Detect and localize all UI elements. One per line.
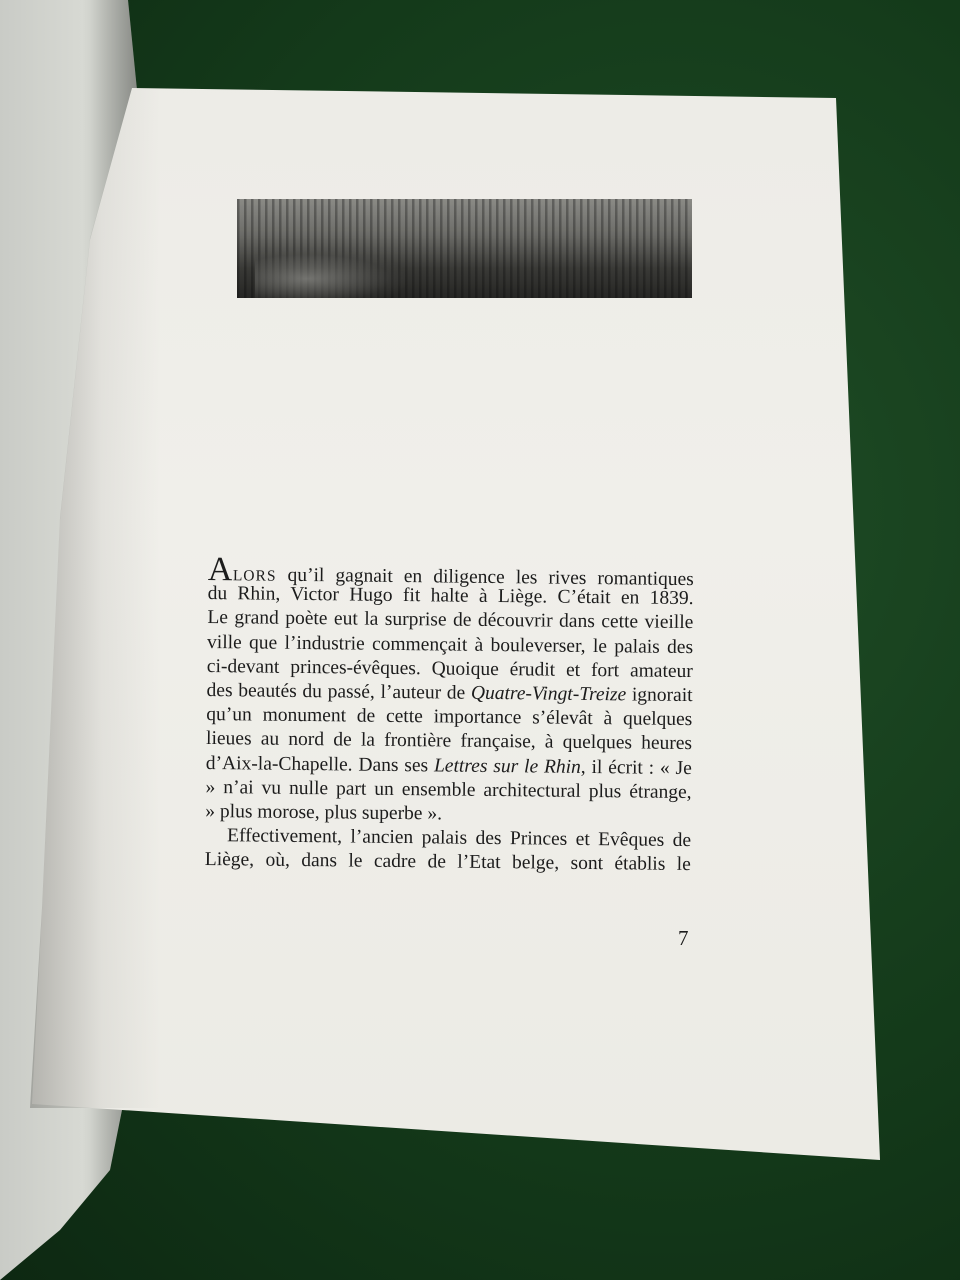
text-line-7: qu’un monument de cette importance s’élevât à quelques <box>206 704 693 731</box>
line-text: ignorait <box>626 684 693 707</box>
small-caps-word: LORS <box>232 567 277 585</box>
text-line-12: Effectivement, l’ancien palais des Princes et Evêques de <box>226 825 692 852</box>
line-text: , il écrit : « Je <box>580 756 692 779</box>
text-line-4: ville que l’industrie commençait à bouleverser, le palais des <box>207 631 694 658</box>
text-line-10: » n’ai vu nulle part un ensemble architectural plus étrange, <box>205 776 692 803</box>
text-line-13: Liège, où, dans le cadre de l’Etat belge, sont établis le <box>204 849 691 876</box>
text-line-8: lieues au nord de la frontière française, à quelques heures <box>205 728 693 755</box>
line-text: d’Aix-la-Chapelle. Dans ses <box>205 752 435 776</box>
page-number: 7 <box>678 926 689 950</box>
text-line-5: ci-devant princes-évêques. Quoique érudit et fort amateur <box>206 655 693 682</box>
body-text <box>204 551 694 878</box>
book-title: Quatre-Vingt-Treize <box>470 682 627 706</box>
text-line-3: Le grand poète eut la surprise de découvrir dans cette vieille <box>207 607 694 634</box>
drop-cap: A <box>207 551 234 589</box>
text-line-2: du Rhin, Victor Hugo fit halte à Liège. C’était en 1839. <box>207 583 694 610</box>
line-text: des beautés du passé, l’auteur de <box>206 679 472 704</box>
line-text: qu’il gagnait en diligence les rives romantiques <box>276 564 694 591</box>
text-line-11: » plus morose, plus superbe ». <box>205 800 443 825</box>
book-title: Lettres sur le Rhin <box>433 754 581 778</box>
photo-detail <box>255 250 405 298</box>
